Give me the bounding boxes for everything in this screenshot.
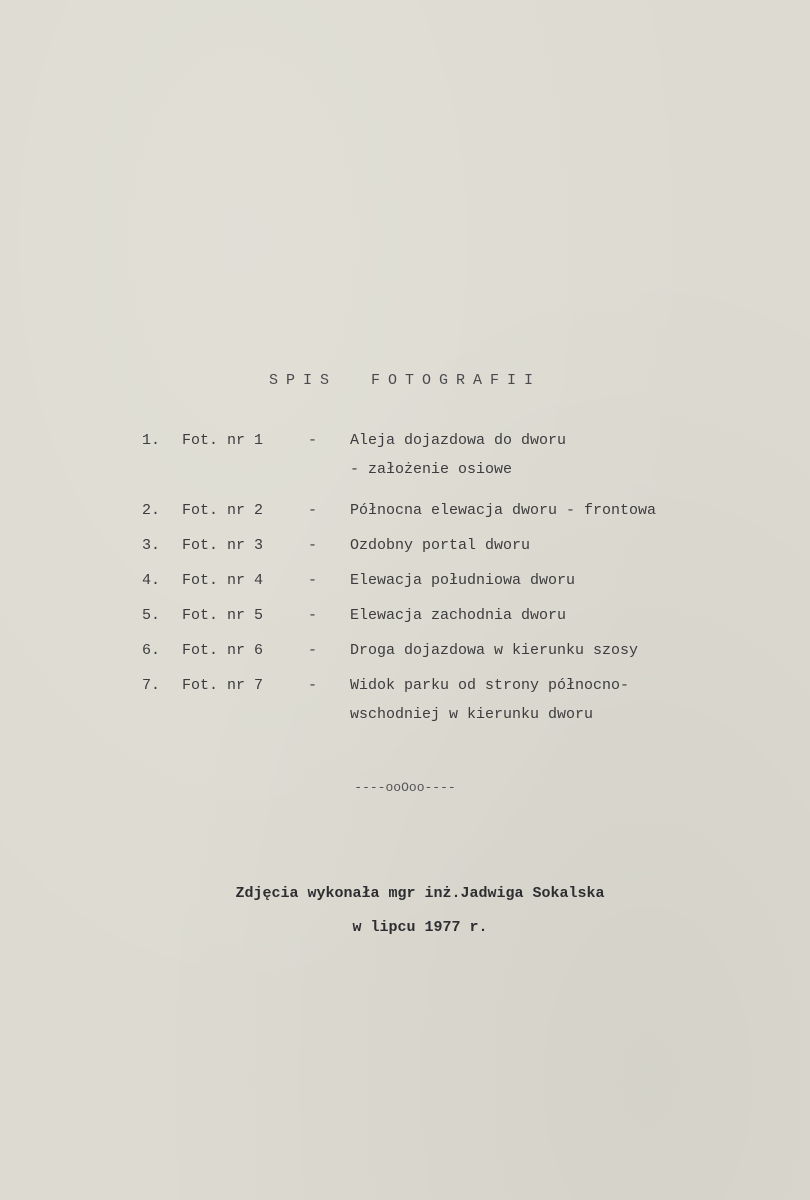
entry-description-line2: wschodniej w kierunku dworu	[350, 706, 594, 723]
entry-dash: -	[308, 502, 318, 519]
entry-number: 4.	[142, 572, 161, 589]
list-item	[0, 642, 810, 677]
list-item	[0, 572, 810, 607]
entry-description-line1: Widok parku od strony północno-	[350, 677, 630, 694]
entry-description: Północna elewacja dworu - frontowa	[350, 502, 657, 519]
credit-line-date: w lipcu 1977 r.	[352, 919, 488, 936]
entry-description: Elewacja zachodnia dworu	[350, 607, 567, 624]
entry-description: Droga dojazdowa w kierunku szosy	[350, 642, 639, 659]
photo-credit	[0, 877, 810, 945]
entry-number: 6.	[142, 642, 161, 659]
entry-description	[350, 677, 790, 723]
entry-dash: -	[308, 607, 318, 624]
entry-dash: -	[308, 432, 318, 449]
title-word-spis: SPIS	[268, 372, 337, 389]
entry-photo-ref: Fot. nr 7	[182, 677, 264, 694]
entry-photo-ref: Fot. nr 3	[182, 537, 264, 554]
entry-number: 2.	[142, 502, 161, 519]
document-title	[0, 372, 810, 389]
list-item	[0, 677, 810, 747]
entry-dash: -	[308, 572, 318, 589]
title-word-fotografii: FOTOGRAFII	[371, 372, 542, 389]
entry-number: 7.	[142, 677, 161, 694]
separator: ----ooOoo----	[354, 780, 456, 795]
entry-photo-ref: Fot. nr 4	[182, 572, 264, 589]
entry-description: Elewacja południowa dworu	[350, 572, 576, 589]
list-item	[0, 607, 810, 642]
entry-photo-ref: Fot. nr 2	[182, 502, 264, 519]
entry-number: 3.	[142, 537, 161, 554]
entry-description-line1: Aleja dojazdowa do dworu	[350, 432, 567, 449]
list-item	[0, 502, 810, 537]
entry-dash: -	[308, 677, 318, 694]
entry-description	[350, 432, 790, 478]
entry-dash: -	[308, 537, 318, 554]
list-item	[0, 537, 810, 572]
entry-description: Ozdobny portal dworu	[350, 537, 531, 554]
list-item	[0, 432, 810, 502]
entry-photo-ref: Fot. nr 5	[182, 607, 264, 624]
entry-photo-ref: Fot. nr 6	[182, 642, 264, 659]
entry-number: 1.	[142, 432, 161, 449]
entry-description-line2: - założenie osiowe	[350, 461, 513, 478]
entry-dash: -	[308, 642, 318, 659]
entry-photo-ref: Fot. nr 1	[182, 432, 264, 449]
credit-line-author: Zdjęcia wykonała mgr inż.Jadwiga Sokalska	[235, 885, 605, 902]
entry-number: 5.	[142, 607, 161, 624]
photo-list	[0, 432, 810, 747]
